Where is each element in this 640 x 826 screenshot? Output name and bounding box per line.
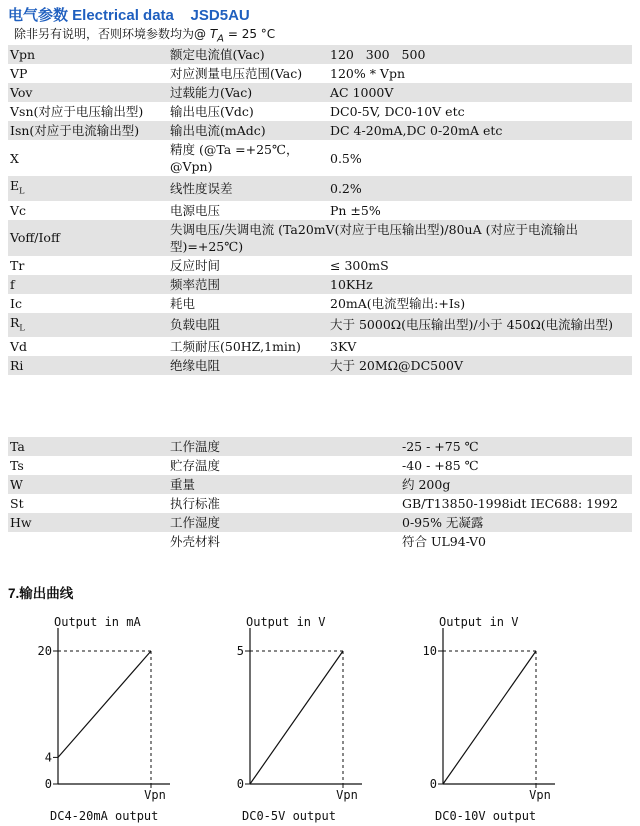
param-value: 大于 5000Ω(电压输出型)/小于 450Ω(电流输出型) <box>328 313 632 338</box>
param-symbol: VP <box>8 64 168 83</box>
table-row <box>8 513 632 532</box>
table-row <box>8 176 632 201</box>
table-row <box>8 220 632 256</box>
table-row <box>8 83 632 102</box>
subtitle-ta: $T_A$ <box>209 27 225 45</box>
param-name: 输出电流(mAdc) <box>168 121 328 140</box>
param-value: -40 - +85 ℃ <box>400 456 632 475</box>
table-row <box>8 140 632 176</box>
table-row <box>8 64 632 83</box>
y-tick-label: 5 <box>236 644 244 658</box>
general-spec-table <box>8 437 632 551</box>
param-value: 0.2% <box>328 176 632 201</box>
param-name: 负载电阻 <box>168 313 328 338</box>
param-symbol: Ts <box>8 456 168 475</box>
param-symbol: Ta <box>8 437 168 456</box>
param-name: 贮存温度 <box>168 456 400 475</box>
y-tick-label: 10 <box>422 644 437 658</box>
param-value: 10KHz <box>328 275 632 294</box>
series-line <box>250 651 343 784</box>
param-name: 失调电压/失调电流 (Ta20mV(对应于电压输出型)/80uA (对应于电流输出型)=+25℃) <box>168 220 632 256</box>
param-name: 工频耐压(50HZ,1min) <box>168 337 328 356</box>
param-value: DC0-5V, DC0-10V etc <box>328 102 632 121</box>
table-row <box>8 256 632 275</box>
param-name: 输出电压(Vdc) <box>168 102 328 121</box>
doc-subtitle <box>14 25 275 44</box>
chart-caption: DC0-5V output <box>242 809 336 823</box>
param-value: 0.5% <box>328 140 632 176</box>
table-row <box>8 475 632 494</box>
param-value: -25 - +75 ℃ <box>400 437 632 456</box>
subtitle-suffix: = 25 °C <box>224 27 276 41</box>
table-row <box>8 494 632 513</box>
param-name: 执行标准 <box>168 494 400 513</box>
param-symbol: Vov <box>8 83 168 102</box>
subtitle-prefix: 除非另有说明，否则环境参数均为@ <box>14 27 210 41</box>
param-symbol: Ic <box>8 294 168 313</box>
table-row <box>8 337 632 356</box>
param-name: 耗电 <box>168 294 328 313</box>
chart-title: Output in V <box>246 615 326 629</box>
y-tick-label: 0 <box>44 777 52 791</box>
y-tick-label: 4 <box>44 750 52 765</box>
param-name: 外壳材料 <box>168 532 400 551</box>
y-tick-label: 0 <box>429 777 437 791</box>
param-name: 过载能力(Vac) <box>168 83 328 102</box>
x-axis-label: Vpn <box>529 788 551 802</box>
chart-caption: DC4-20mA output <box>50 809 159 823</box>
param-symbol: f <box>8 275 168 294</box>
output-curves-charts <box>0 600 640 826</box>
param-name: 工作温度 <box>168 437 400 456</box>
electrical-spec-table <box>8 45 632 375</box>
doc-title: 电气参数 Electrical data JSD5AU <box>8 7 250 24</box>
param-symbol: $R_L$ <box>8 313 168 338</box>
param-symbol: W <box>8 475 168 494</box>
param-value: 约 200g <box>400 475 632 494</box>
param-name: 对应测量电压范围(Vac) <box>168 64 328 83</box>
param-symbol: Vc <box>8 201 168 220</box>
param-name: 额定电流值(Vac) <box>168 45 328 64</box>
section-output-curves-title: 7.输出曲线 <box>8 586 74 601</box>
param-symbol: Vsn(对应于电压输出型) <box>8 102 168 121</box>
x-axis-label: Vpn <box>336 788 358 802</box>
param-name: 精度 (@Ta =+25℃，@Vpn) <box>168 140 328 176</box>
param-symbol: Hw <box>8 513 168 532</box>
table-row <box>8 275 632 294</box>
param-value: GB/T13850-1998idt IEC688: 1992 <box>400 494 632 513</box>
table-row <box>8 294 632 313</box>
param-value: ≤ 300mS <box>328 256 632 275</box>
param-value: 120% * Vpn <box>328 64 632 83</box>
param-symbol: Ri <box>8 356 168 375</box>
param-symbol: $E_L$ <box>8 176 168 201</box>
param-value: 0-95% 无凝露 <box>400 513 632 532</box>
param-value: 大于 20MΩ@DC500V <box>328 356 632 375</box>
chart-title: Output in mA <box>54 615 141 629</box>
table-row <box>8 121 632 140</box>
table-row <box>8 356 632 375</box>
series-line <box>58 651 151 757</box>
param-value: 符合 UL94-V0 <box>400 532 632 551</box>
x-axis-label: Vpn <box>144 788 166 802</box>
param-symbol: Isn(对应于电流输出型) <box>8 121 168 140</box>
table-row <box>8 45 632 64</box>
param-value: 120 300 500 <box>328 45 632 64</box>
table-row <box>8 532 632 551</box>
table-row <box>8 456 632 475</box>
param-symbol <box>8 532 168 551</box>
param-value: DC 4-20mA,DC 0-20mA etc <box>328 121 632 140</box>
param-value: Pn ±5% <box>328 201 632 220</box>
table-row <box>8 201 632 220</box>
table-row <box>8 102 632 121</box>
param-name: 电源电压 <box>168 201 328 220</box>
table-row <box>8 313 632 338</box>
param-symbol: Tr <box>8 256 168 275</box>
series-line <box>443 651 536 784</box>
param-value: AC 1000V <box>328 83 632 102</box>
param-value: 3KV <box>328 337 632 356</box>
param-name: 反应时间 <box>168 256 328 275</box>
param-symbol: St <box>8 494 168 513</box>
param-symbol: X <box>8 140 168 176</box>
table-row <box>8 437 632 456</box>
param-symbol: Vpn <box>8 45 168 64</box>
param-name: 频率范围 <box>168 275 328 294</box>
y-tick-label: 0 <box>236 777 244 791</box>
param-name: 线性度误差 <box>168 176 328 201</box>
param-symbol: Vd <box>8 337 168 356</box>
chart-caption: DC0-10V output <box>435 809 537 823</box>
y-tick-label: 20 <box>37 644 52 658</box>
param-name: 工作湿度 <box>168 513 400 532</box>
param-name: 重量 <box>168 475 400 494</box>
param-value: 20mA(电流型输出:+Is) <box>328 294 632 313</box>
param-symbol: Voff/Ioff <box>8 220 168 256</box>
param-name: 绝缘电阻 <box>168 356 328 375</box>
chart-title: Output in V <box>439 615 519 629</box>
